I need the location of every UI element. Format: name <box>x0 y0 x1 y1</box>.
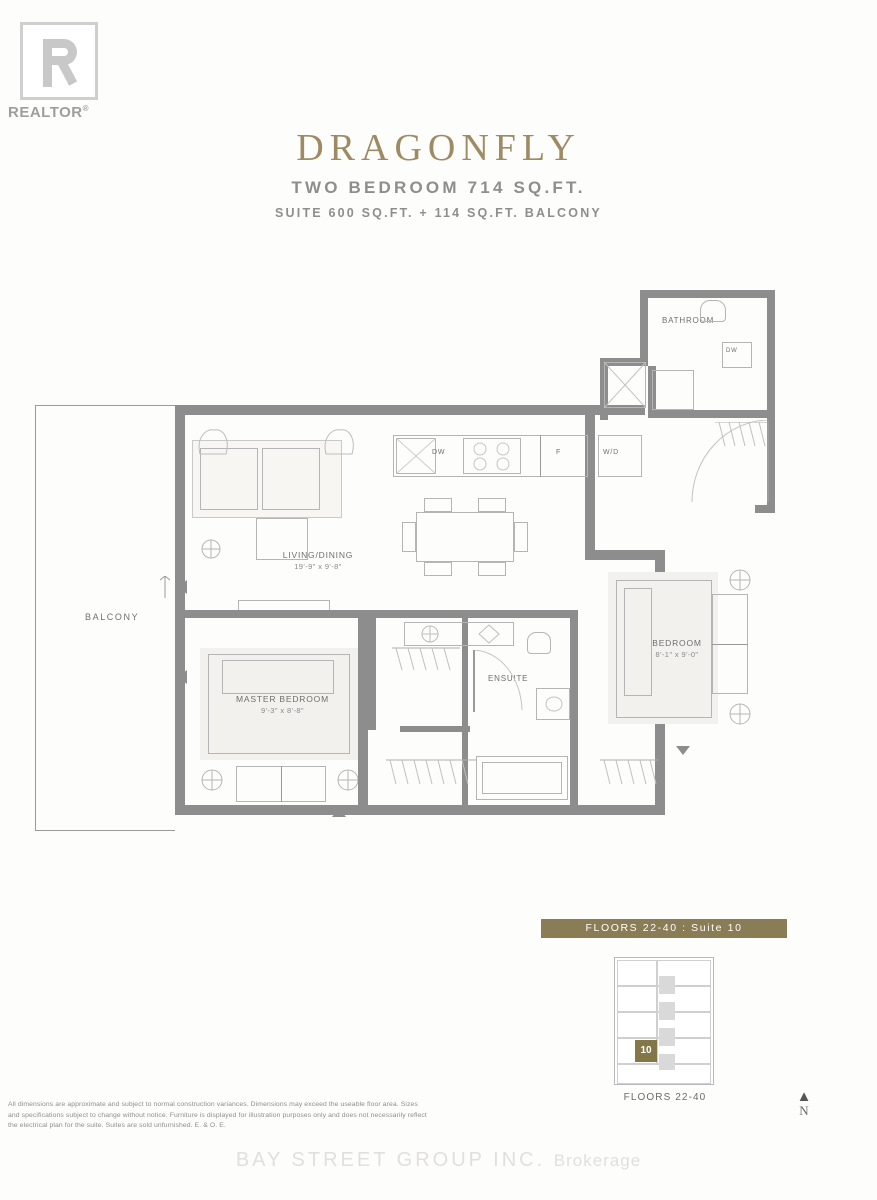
coffee-table <box>256 518 308 560</box>
dining-chair-right <box>514 522 528 552</box>
room-label-bedroom <box>632 638 722 659</box>
hall-console-decor <box>478 624 500 644</box>
balcony-edge-left <box>35 405 36 831</box>
washer-dryer-label: W/D <box>603 449 620 456</box>
dining-chair-left <box>402 522 416 552</box>
keyplan-suite-highlight: 10 <box>635 1040 657 1062</box>
keyplan-unit-3 <box>617 986 657 1012</box>
bedroom-name: BEDROOM <box>652 638 702 648</box>
window-marker-bedroom <box>676 746 690 756</box>
wall-bathroom-left <box>640 290 648 365</box>
balcony-edge-bottom <box>35 830 175 831</box>
keyplan-core-1 <box>659 976 675 994</box>
vanity-bathroom <box>722 342 752 368</box>
keyplan-core-3 <box>659 1028 675 1046</box>
key-plan-diagram <box>614 957 714 1085</box>
linen-label: DW <box>726 348 738 354</box>
wall-bathroom-right <box>767 290 775 410</box>
fridge-label: F <box>556 449 562 456</box>
realtor-wordmark <box>8 104 116 121</box>
bathtub-bathroom <box>652 370 694 410</box>
master-lamp-right <box>336 768 360 792</box>
living-dining-name: LIVING/DINING <box>282 550 354 560</box>
toilet-ensuite <box>527 632 551 654</box>
sink-ensuite-icon <box>545 696 563 712</box>
realtor-logo <box>8 22 116 122</box>
closet-hatch-hall <box>392 646 460 672</box>
dining-chair-top-right <box>478 498 506 512</box>
wall-ensuite-top <box>368 610 578 618</box>
watermark-company: BAY STREET GROUP INC. <box>235 1149 546 1171</box>
keyplan-core-2 <box>659 1002 675 1020</box>
balcony-edge-top <box>35 405 175 406</box>
wall-bath-bottom <box>385 805 665 815</box>
page-title: DRAGONFLY <box>296 127 581 169</box>
armchair-right <box>322 428 356 458</box>
bedroom-dimensions: 8'-1" x 9'-0" <box>655 650 699 659</box>
closet-hatch-master-hall <box>386 758 476 786</box>
wall-entry-bottom <box>755 505 775 513</box>
room-label-balcony: BALCONY <box>85 612 140 622</box>
dining-chair-bottom-right <box>478 562 506 576</box>
plan-subtitle: TWO BEDROOM 714 SQ.FT. <box>291 178 586 197</box>
master-lamp-left <box>200 768 224 792</box>
wall-ensuite-mid <box>400 726 470 732</box>
wall-left-exterior <box>175 405 185 815</box>
fridge-divider <box>540 435 541 477</box>
living-dining-dimensions: 19'-9" x 9'-8" <box>294 562 342 571</box>
bathtub-ensuite-inner <box>482 762 562 794</box>
keyplan-core-4 <box>659 1054 675 1070</box>
watermark-role: Brokerage <box>553 1151 642 1170</box>
ensuite-door-swing <box>472 650 524 714</box>
window-marker-master <box>178 670 188 684</box>
watermark <box>0 1149 877 1172</box>
wall-master-top <box>185 610 368 618</box>
title-block <box>0 126 877 220</box>
realtor-word-text: REALTOR <box>8 104 83 121</box>
bedroom-dresser-divider <box>712 644 748 645</box>
realtor-r-icon <box>20 22 98 100</box>
dining-table <box>416 512 514 562</box>
keyplan-unit-1 <box>617 960 657 986</box>
north-arrow-icon: ▲ <box>796 1088 812 1105</box>
sofa-cushion-right <box>262 448 320 510</box>
room-label-bathroom: BATHROOM <box>662 316 715 325</box>
room-label-ensuite: ENSUITE <box>488 674 529 683</box>
balcony-door-marker <box>160 576 170 598</box>
floor-plan-drawing <box>0 250 877 890</box>
toilet-bathroom <box>700 300 726 322</box>
keyplan-caption: FLOORS 22-40 <box>623 1092 707 1103</box>
keyplan-unit-5 <box>617 1012 657 1038</box>
bedroom-lamp-top <box>728 568 752 592</box>
bedroom-lamp-bottom <box>728 702 752 726</box>
dining-chair-bottom-left <box>424 562 452 576</box>
dishwasher-x-icon <box>396 438 436 474</box>
window-marker-master-bottom <box>332 808 346 818</box>
wall-master-bottom <box>175 805 385 815</box>
wall-ensuite-left <box>368 610 376 730</box>
wall-master-right <box>358 610 368 815</box>
disclaimer-text: All dimensions are approximate and subject to normal construction variances. Dimensions may exceed the useable floor area. Sizes and specifications subject to change without notice. Furniture is displayed for illustration purposes only and does not necessarily reflect the electrical plan for the suite. Suites are sold unfurnished. E. & O. E. <box>8 1101 427 1130</box>
realtor-registered-mark: ® <box>82 104 90 113</box>
closet-hatch-bedroom <box>600 758 658 786</box>
wall-ensuite-right <box>570 610 578 815</box>
washer-dryer-unit <box>598 435 642 477</box>
floors-banner: FLOORS 22-40 : Suite 10 <box>541 919 787 938</box>
hall-console-light <box>420 624 440 644</box>
wall-living-top <box>175 405 595 415</box>
window-marker-living <box>178 580 188 594</box>
cooktop-burners-icon <box>463 438 521 474</box>
master-bedroom-name: MASTER BEDROOM <box>236 694 329 704</box>
armchair-left <box>196 428 230 458</box>
wall-bathroom-bottom <box>648 410 775 418</box>
north-indicator <box>790 1090 818 1119</box>
wall-bedroom-top-step <box>595 550 665 560</box>
dishwasher-label: DW <box>432 449 446 456</box>
dining-chair-top-left <box>424 498 452 512</box>
plan-area-breakdown: SUITE 600 SQ.FT. + 114 SQ.FT. BALCONY <box>275 206 602 220</box>
master-dresser-divider <box>281 766 282 802</box>
ceiling-light-living <box>200 538 222 560</box>
master-bedroom-dimensions: 9'-3" x 8'-8" <box>261 706 304 715</box>
room-label-master-bedroom <box>215 694 350 715</box>
entry-closet-hatch <box>715 422 767 448</box>
master-bed-pillows <box>222 660 334 694</box>
north-label: N <box>799 1103 809 1118</box>
wall-bathroom-top <box>640 290 775 298</box>
closet-x-icon <box>604 362 646 408</box>
